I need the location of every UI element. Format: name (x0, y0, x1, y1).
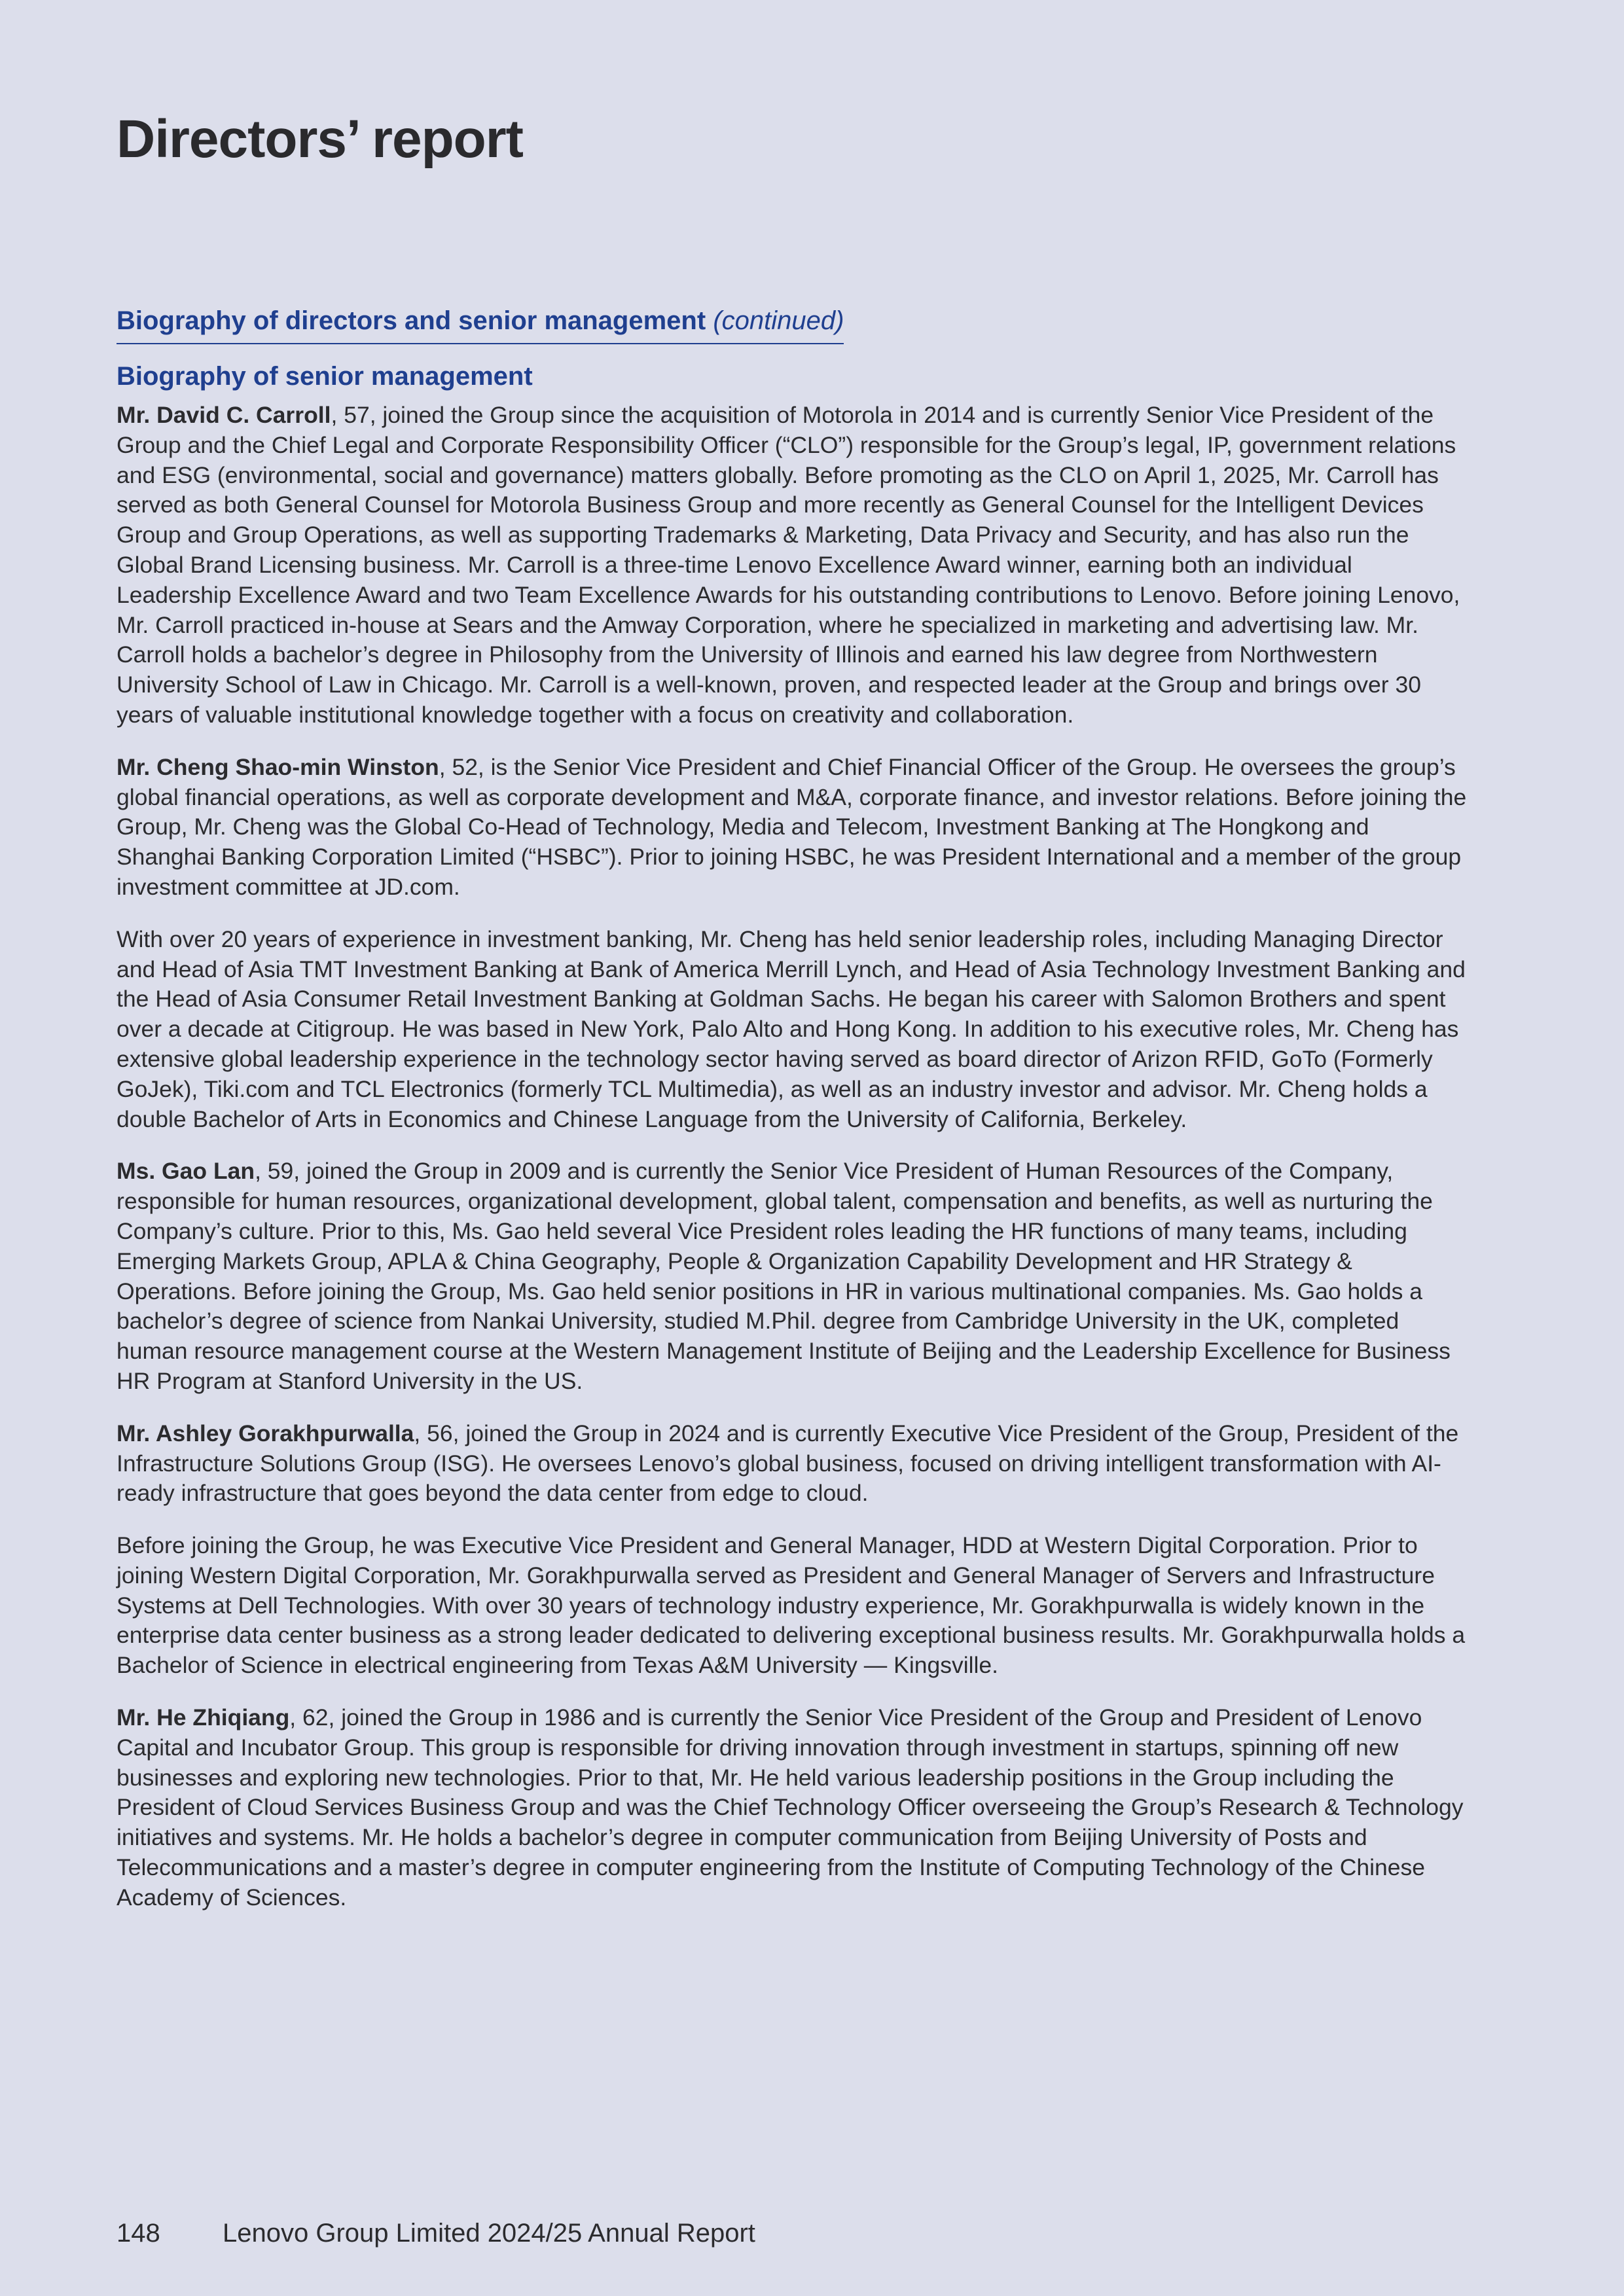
biography-body (117, 401, 1471, 1935)
person-name: Ms. Gao Lan (117, 1158, 255, 1185)
publication-name: Lenovo Group Limited 2024/25 Annual Report (223, 2219, 755, 2248)
biography-paragraph-cheng (117, 753, 1471, 903)
biography-text: Before joining the Group, he was Executive Vice President and General Manager, HDD at Western Digital Corporation. Prior to joining Western Digital Corporation, Mr. Gorakhpurwalla served as President and General Manager of Servers and Infrastructure Systems at Dell Technologies. With over 30 years of technology industry experience, Mr. Gorakhpurwalla is widely known in the enterprise data center business as a strong leader dedicated to delivering exceptional business results. Mr. Gorakhpurwalla holds a Bachelor of Science in electrical engineering from Texas A&M University — Kingsville. (117, 1532, 1466, 1679)
biography-text: With over 20 years of experience in investment banking, Mr. Cheng has held senior leadership roles, including Managing Director and Head of Asia TMT Investment Banking at Bank of America Merrill Lynch, and Head of Asia Technology Investment Banking and the Head of Asia Consumer Retail Investment Banking at Goldman Sachs. He began his career with Salomon Brothers and spent over a decade at Citigroup. He was based in New York, Palo Alto and Hong Kong. In addition to his executive roles, Mr. Cheng has extensive global leadership experience in the technology sector having served as board director of Arizon RFID, GoTo (Formerly GoJek), Tiki.com and TCL Electronics (formerly TCL Multimedia), as well as an industry investor and advisor. Mr. Cheng holds a double Bachelor of Arts in Economics and Chinese Language from the University of California, Berkeley. (117, 925, 1466, 1132)
biography-text: , 52, is the Senior Vice President and Chief Financial Officer of the Group. He oversees the group’s global financial operations, as well as corporate development and M&A, corporate finance, and investor relations. Before joining the Group, Mr. Cheng was the Global Co-Head of Technology, Media and Telecom, Investment Banking at The Hongkong and Shanghai Banking Corporation Limited (“HSBC”). Prior to joining HSBC, he was President International and a member of the group investment committee at JD.com. (117, 753, 1467, 900)
page-footer (117, 2219, 755, 2248)
page-title: Directors’ report (117, 109, 523, 169)
section-title: Biography of directors and senior management (117, 306, 706, 335)
biography-text: , 62, joined the Group in 1986 and is currently the Senior Vice President of the Group and President of Lenovo Capital and Incubator Group. This group is responsible for driving innovation through investment in startups, spinning off new businesses and exploring new technologies. Prior to that, Mr. He held various leadership positions in the Group including the President of Cloud Services Business Group and was the Chief Technology Officer overseeing the Group’s Research & Technology initiatives and systems. Mr. He holds a bachelor’s degree in computer communication from Beijing University of Posts and Telecommunications and a master’s degree in computer engineering from the Institute of Computing Technology of the Chinese Academy of Sciences. (117, 1704, 1464, 1910)
biography-text: , 56, joined the Group in 2024 and is currently Executive Vice President of the Group, President of the Infrastructure Solutions Group (ISG). He oversees Lenovo’s global business, focused on driving intelligent transformation with AI-ready infrastructure that goes beyond the data center from edge to cloud. (117, 1420, 1459, 1507)
section-header (117, 305, 844, 344)
biography-text: , 59, joined the Group in 2009 and is currently the Senior Vice President of Human Resources of the Company, responsible for human resources, organizational development, global talent, compensation and benefits, as well as nurturing the Company’s culture. Prior to this, Ms. Gao held several Vice President roles leading the HR functions of many teams, including Emerging Markets Group, APLA & China Geography, People & Organization Capability Development and HR Strategy & Operations. Before joining the Group, Ms. Gao held senior positions in HR in various multinational companies. Ms. Gao holds a bachelor’s degree of science from Nankai University, studied M.Phil. degree from Cambridge University in the UK, completed human resource management course at the Western Management Institute of Beijing and the Leadership Excellence for Business HR Program at Stanford University in the US. (117, 1158, 1451, 1394)
section-continued-label: (continued) (713, 306, 844, 335)
biography-paragraph-carroll (117, 401, 1471, 730)
person-name: Mr. He Zhiqiang (117, 1704, 290, 1731)
biography-paragraph-gao (117, 1157, 1471, 1396)
biography-paragraph-gorakhpurwalla (117, 1419, 1471, 1509)
biography-text: , 57, joined the Group since the acquisition of Motorola in 2014 and is currently Senior Vice President of the Group and the Chief Legal and Corporate Responsibility Officer (“CLO”) responsible for the Group’s legal, IP, government relations and ESG (environmental, social and governance) matters globally. Before promoting as the CLO on April 1, 2025, Mr. Carroll has served as both General Counsel for Motorola Business Group and more recently as General Counsel for the Intelligent Devices Group and Group Operations, as well as supporting Trademarks & Marketing, Data Privacy and Security, and has also run the Global Brand Licensing business. Mr. Carroll is a three-time Lenovo Excellence Award winner, earning both an individual Leadership Excellence Award and two Team Excellence Awards for his outstanding contributions to Lenovo. Before joining Lenovo, Mr. Carroll practiced in-house at Sears and the Amway Corporation, where he specialized in marketing and advertising law. Mr. Carroll holds a bachelor’s degree in Philosophy from the University of Illinois and earned his law degree from Northwestern University School of Law in Chicago. Mr. Carroll is a well-known, proven, and respected leader at the Group and brings over 30 years of valuable institutional knowledge together with a focus on creativity and collaboration. (117, 402, 1460, 728)
subsection-title: Biography of senior management (117, 362, 533, 391)
page-number: 148 (117, 2219, 160, 2248)
biography-paragraph-gorakhpurwalla-continued (117, 1531, 1471, 1681)
biography-paragraph-cheng-continued (117, 925, 1471, 1135)
biography-paragraph-he (117, 1703, 1471, 1913)
person-name: Mr. Ashley Gorakhpurwalla (117, 1420, 414, 1446)
person-name: Mr. David C. Carroll (117, 402, 331, 428)
person-name: Mr. Cheng Shao-min Winston (117, 753, 439, 780)
